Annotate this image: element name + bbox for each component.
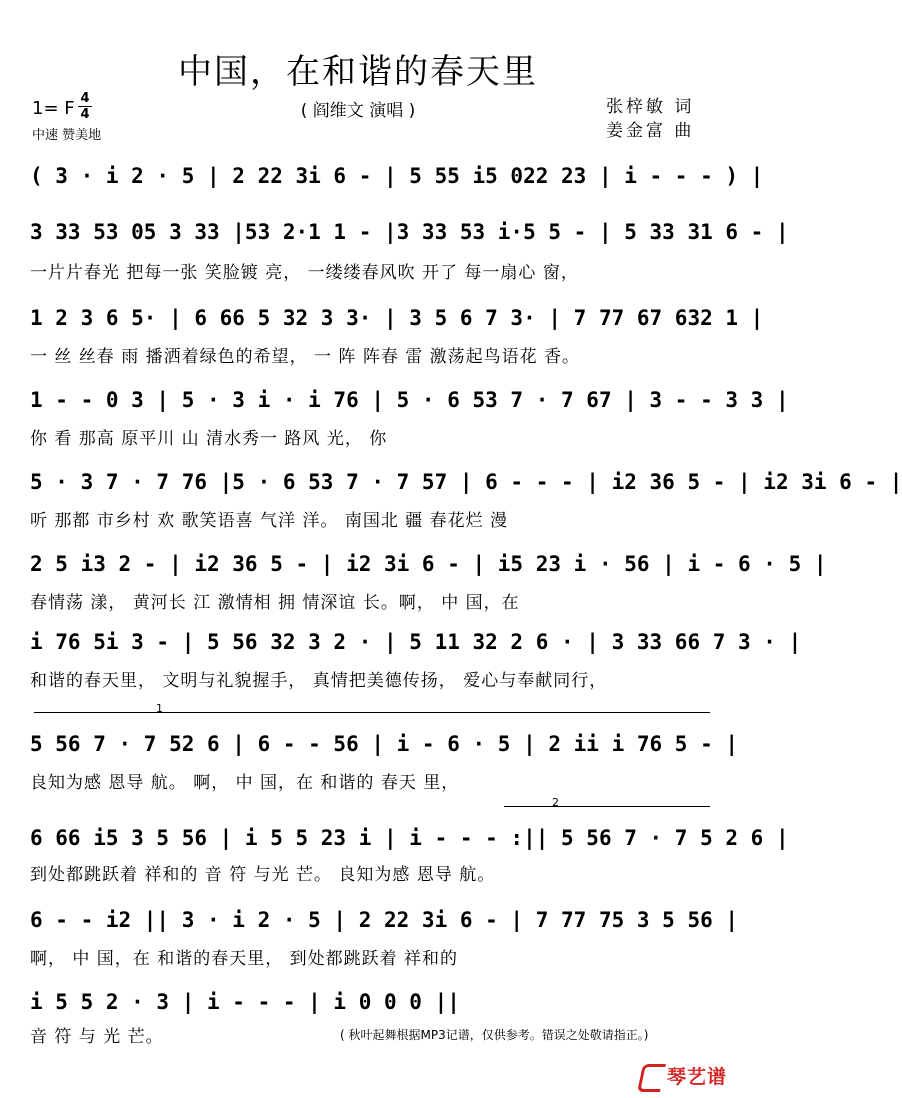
volta-bracket-2	[504, 806, 710, 807]
logo-icon	[637, 1064, 666, 1092]
notation-line: i 5 5 2 · 3 | i - - - | i 0 0 0 ||	[30, 990, 460, 1014]
notation-line: 2 5 i3 2 - | i2 36 5 - | i2 3i 6 - | i5 23 i · 56 | i - 6 · 5 |	[30, 552, 827, 576]
notation-line: 1 - - 0 3 | 5 · 3 i · i 76 | 5 · 6 53 7 · 7 67 | 3 - - 3 3 |	[30, 388, 789, 412]
lyric-line: 到处都跳跃着 祥和的 音 符 与光 芒。 良知为感 恩导 航。	[30, 865, 496, 885]
lyric-line: 你 看 那高 原平川 山 清水秀一 路风 光， 你	[30, 429, 388, 449]
lyricist-credit: 张梓敏 词	[606, 97, 695, 117]
volta-bracket-1	[34, 712, 710, 713]
notation-line: 6 66 i5 3 5 56 | i 5 5 23 i | i - - - :|| 5 56 7 · 7 5 2 6 |	[30, 826, 789, 850]
lyric-line: 啊， 中 国，在 和谐的春天里， 到处都跳跃着 祥和的	[30, 949, 459, 969]
time-signature-top: 4	[80, 91, 90, 106]
notation-line: 5 · 3 7 · 7 76 |5 · 6 53 7 · 7 57 | 6 - - - | i2 36 5 - | i2 3i 6 - |	[30, 470, 902, 494]
notation-line: 6 - - i2 || 3 · i 2 · 5 | 2 22 3i 6 - | 7 77 75 3 5 56 |	[30, 908, 739, 932]
composer-credit: 姜金富 曲	[606, 121, 695, 141]
tempo-marking: 中速 赞美地	[32, 128, 102, 143]
notation-line: 3 33 53 05 3 33 |53 2·1 1 - |3 33 53 i·5 5 - | 5 33 31 6 - |	[30, 220, 789, 244]
page-title: 中国，在和谐的春天里	[178, 52, 538, 92]
key-signature: 1= F	[32, 98, 75, 119]
logo-text: 琴艺谱	[667, 1066, 728, 1088]
lyric-line: 良知为感 恩导 航。 啊， 中 国，在 和谐的 春天 里，	[30, 773, 460, 793]
lyric-line: 一 丝 丝春 雨 播洒着绿色的希望， 一 阵 阵春 雷 激荡起鸟语花 香。	[30, 347, 581, 367]
notation-line: 1 2 3 6 5· | 6 66 5 32 3 3· | 3 5 6 7 3· | 7 77 67 632 1 |	[30, 306, 764, 330]
site-logo	[640, 1062, 727, 1092]
singer-credit: ( 阎维文 演唱 )	[300, 101, 416, 121]
time-signature-bottom: 4	[80, 107, 90, 122]
notation-line: i 76 5i 3 - | 5 56 32 3 2 · | 5 11 32 2 6 · | 3 33 66 7 3 · |	[30, 630, 802, 654]
lyric-line: 一片片春光 把每一张 笑脸镀 亮， 一缕缕春风吹 开了 每一扇心 窗，	[30, 263, 579, 283]
notation-line: ( 3 · i 2 · 5 | 2 22 3i 6 - | 5 55 i5 022 23 | i - - - ) |	[30, 164, 764, 188]
transcriber-note: ( 秋叶起舞根据MP3记谱，仅供参考。错误之处敬请指正。)	[340, 1028, 649, 1042]
volta-number-1: 1	[156, 702, 163, 715]
lyric-line: 音 符 与 光 芒。	[30, 1027, 164, 1047]
time-signature	[78, 92, 92, 121]
lyric-line: 听 那都 市乡村 欢 歌笑语喜 气洋 洋。 南国北 疆 春花烂 漫	[30, 511, 509, 531]
notation-line: 5 56 7 · 7 52 6 | 6 - - 56 | i - 6 · 5 | 2 ii i 76 5 - |	[30, 732, 739, 756]
volta-number-2: 2	[552, 796, 559, 809]
lyric-line: 春情荡 漾， 黄河长 江 激情相 拥 情深谊 长。啊， 中 国，在	[30, 593, 520, 613]
lyric-line: 和谐的春天里， 文明与礼貌握手， 真情把美德传扬， 爱心与奉献同行，	[30, 671, 608, 691]
